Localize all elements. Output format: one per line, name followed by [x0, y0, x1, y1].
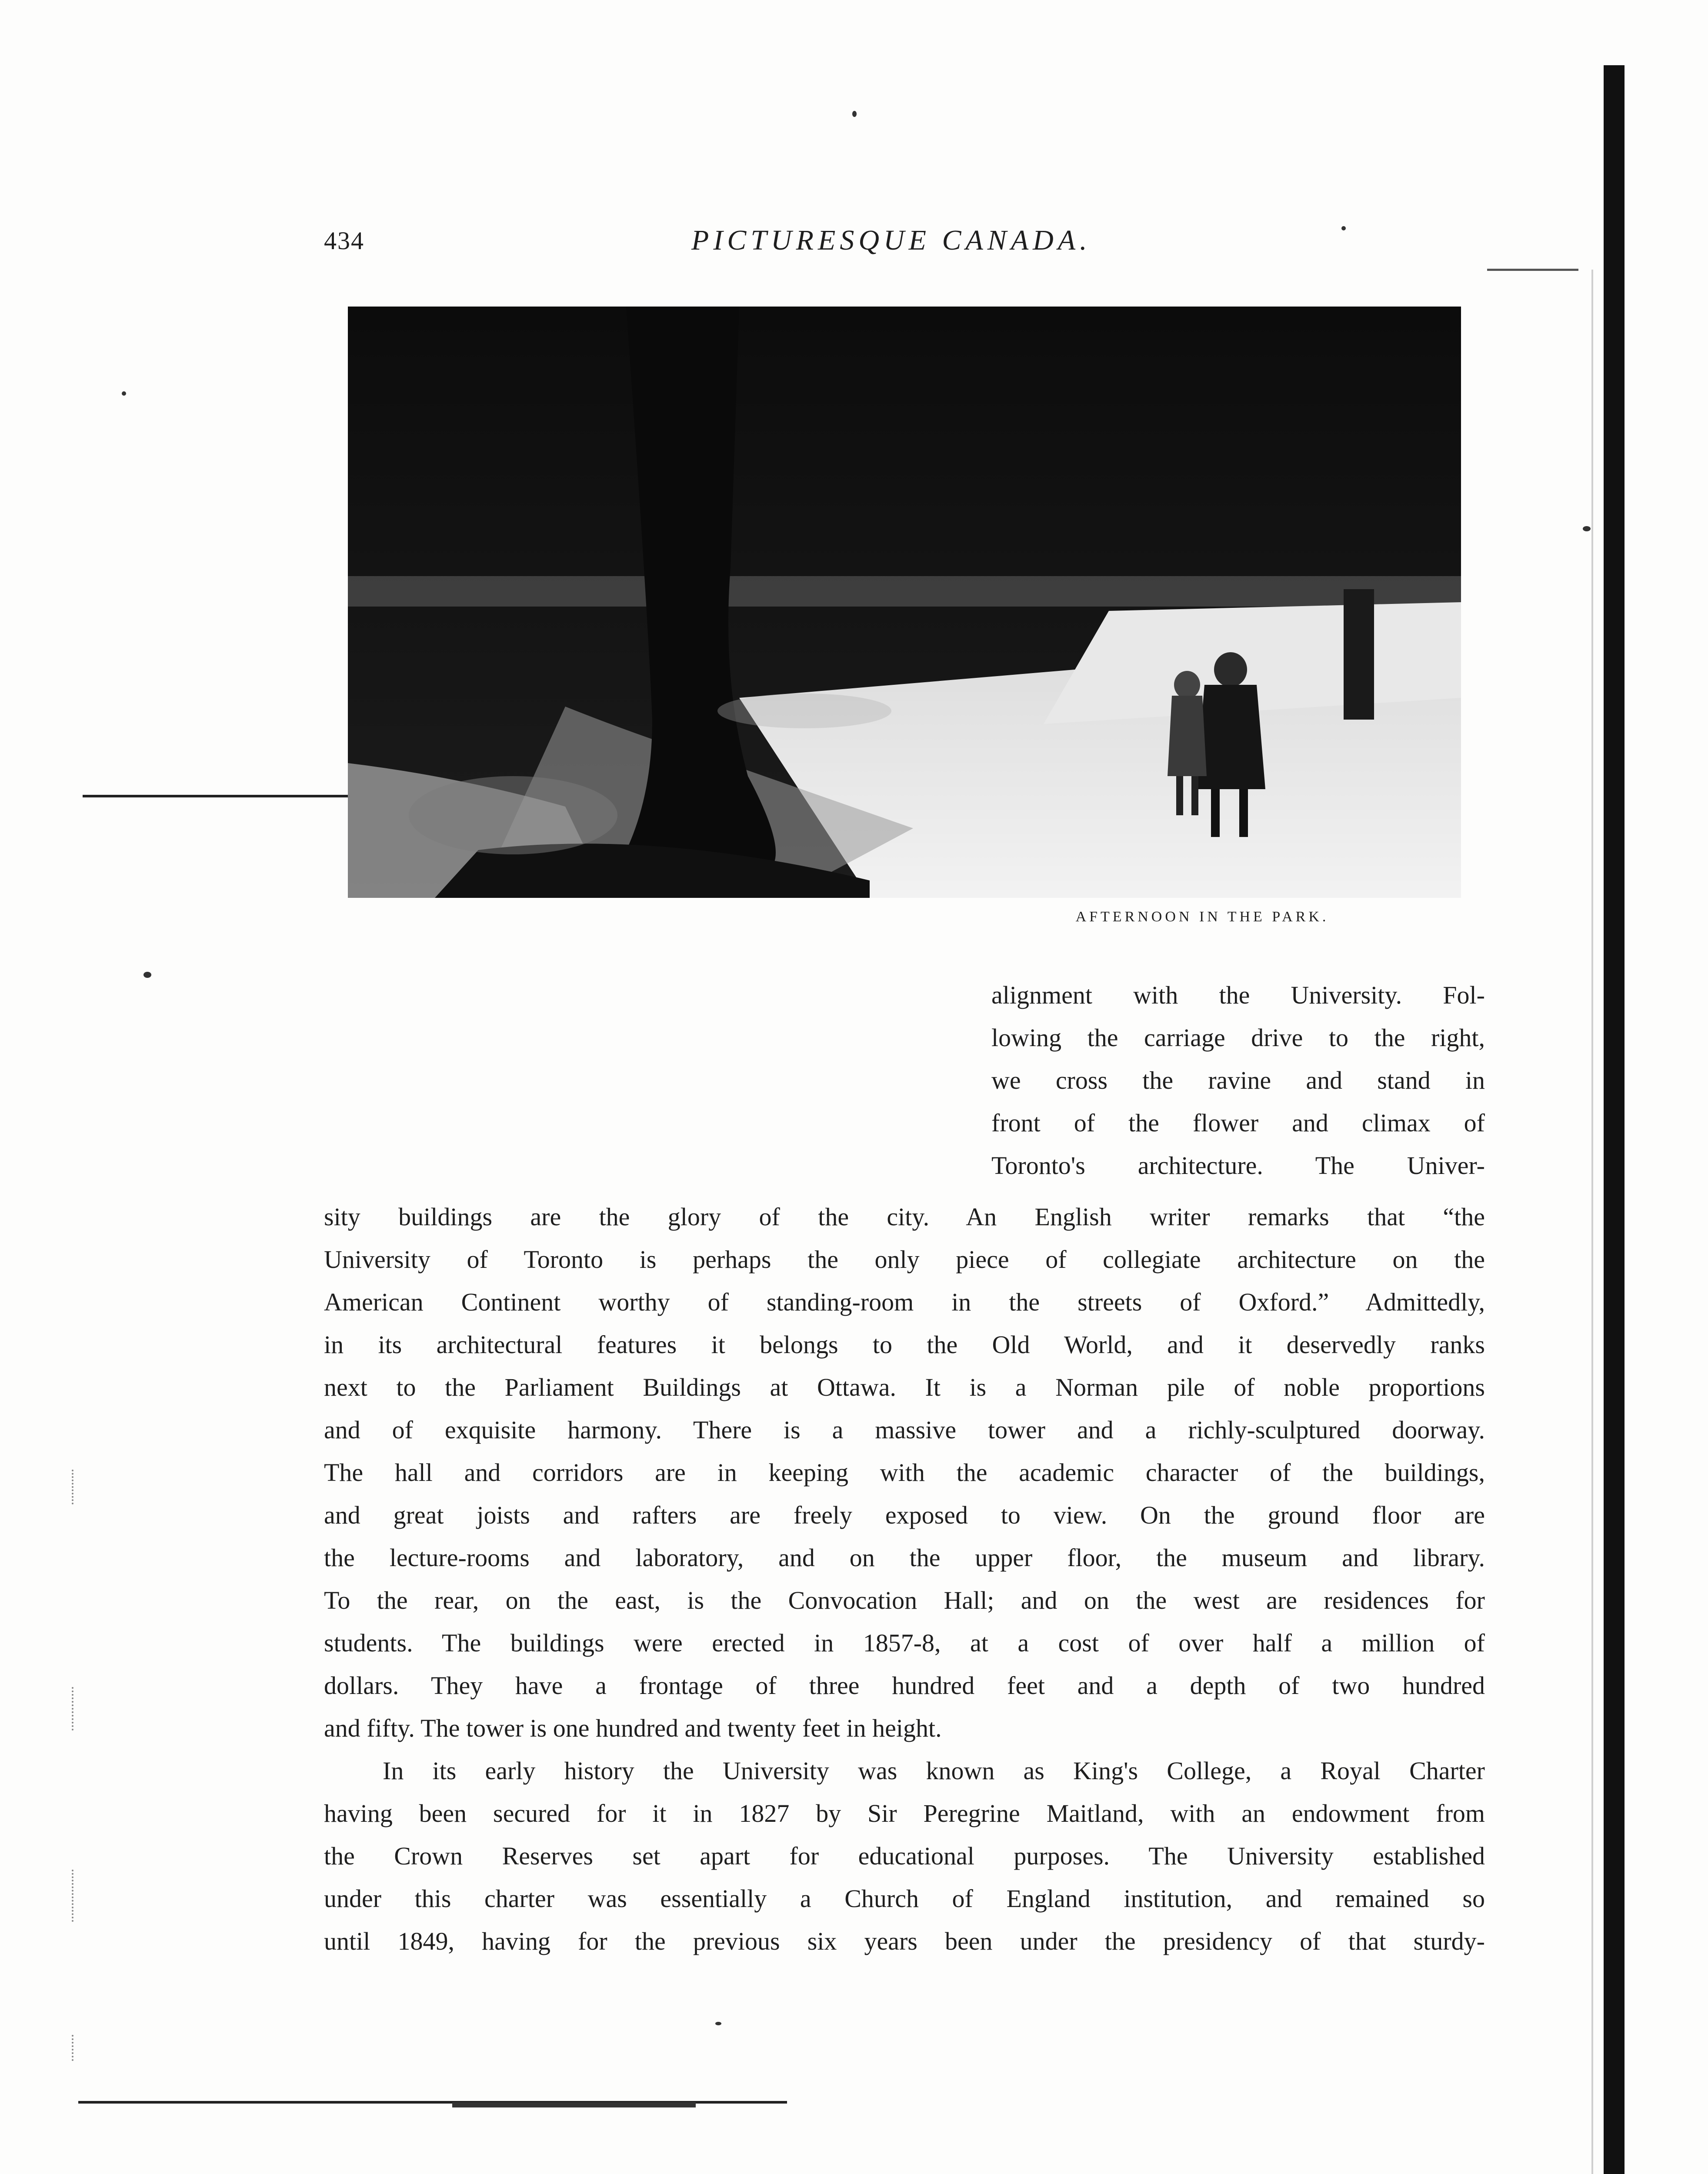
text-line: and great joists and rafters are freely exposed to view. On the ground floor are — [324, 1501, 1485, 1529]
running-title: PICTURESQUE CANADA. — [691, 224, 1091, 256]
scan-rule-left — [83, 795, 348, 797]
body-text — [324, 1196, 1485, 1963]
page-number: 434 — [324, 227, 364, 255]
text-line: lowing the carriage drive to the right, — [991, 1024, 1485, 1052]
illustration-park-scene — [348, 307, 1461, 898]
scan-speck — [1341, 226, 1346, 230]
text-line: University of Toronto is perhaps the only piece of collegiate architecture on the — [324, 1245, 1485, 1274]
scan-speck — [1583, 526, 1591, 531]
text-line: American Continent worthy of standing-room in the streets of Oxford.” Admittedly, — [324, 1288, 1485, 1316]
text-line: the lecture-rooms and laboratory, and on the upper floor, the museum and library. — [324, 1544, 1485, 1572]
text-line: and of exquisite harmony. There is a massive tower and a richly-sculptured doorway. — [324, 1416, 1485, 1444]
scan-speck — [122, 391, 126, 396]
text-line: In its early history the University was known as King's College, a Royal Charter — [383, 1757, 1485, 1785]
scan-edge-bar — [1604, 65, 1625, 2174]
text-line: Toronto's architecture. The Univer- — [991, 1151, 1485, 1180]
text-line: The hall and corridors are in keeping with the academic character of the buildings, — [324, 1458, 1485, 1487]
scan-speck — [852, 111, 857, 117]
text-line: having been secured for it in 1827 by Sir Peregrine Maitland, with an endowment from — [324, 1799, 1485, 1827]
scan-rule-top-right — [1487, 269, 1578, 271]
scan-rule-bottom-thick — [452, 2102, 696, 2107]
scan-mark — [72, 2035, 87, 2061]
text-line: To the rear, on the east, is the Convocation Hall; and on the west are residences for — [324, 1586, 1485, 1614]
illustration-caption: AFTERNOON IN THE PARK. — [1075, 909, 1329, 925]
text-line: front of the flower and climax of — [991, 1109, 1485, 1137]
scan-mark — [72, 1687, 87, 1731]
scan-speck — [715, 2022, 721, 2025]
text-line: the Crown Reserves set apart for educational purposes. The University established — [324, 1842, 1485, 1870]
text-line: under this charter was essentially a Church of England institution, and remained so — [324, 1884, 1485, 1913]
scan-mark — [72, 1470, 87, 1504]
paragraph-1 — [324, 1196, 1485, 1750]
text-line: and fifty. The tower is one hundred and twenty feet in height. — [324, 1714, 942, 1742]
text-line: dollars. They have a frontage of three hundred feet and a depth of two hundred — [324, 1671, 1485, 1700]
text-line: students. The buildings were erected in 1857-8, at a cost of over half a million of — [324, 1629, 1485, 1657]
text-line: sity buildings are the glory of the city. An English writer remarks that “the — [324, 1203, 1485, 1231]
text-line: alignment with the University. Fol- — [991, 981, 1485, 1009]
scan-mark — [72, 1870, 87, 1922]
text-line: until 1849, having for the previous six years been under the presidency of that sturdy- — [324, 1927, 1485, 1955]
scan-edge-line — [1591, 270, 1593, 2174]
text-line: in its architectural features it belongs to the Old World, and it deservedly ranks — [324, 1330, 1485, 1359]
text-line: next to the Parliament Buildings at Ottawa. It is a Norman pile of noble proportions — [324, 1373, 1485, 1401]
text-line: we cross the ravine and stand in — [991, 1066, 1485, 1094]
scan-speck — [143, 972, 151, 978]
engraving-image — [348, 307, 1461, 898]
paragraph-2 — [324, 1750, 1485, 1963]
narrow-text-column — [991, 974, 1485, 1187]
